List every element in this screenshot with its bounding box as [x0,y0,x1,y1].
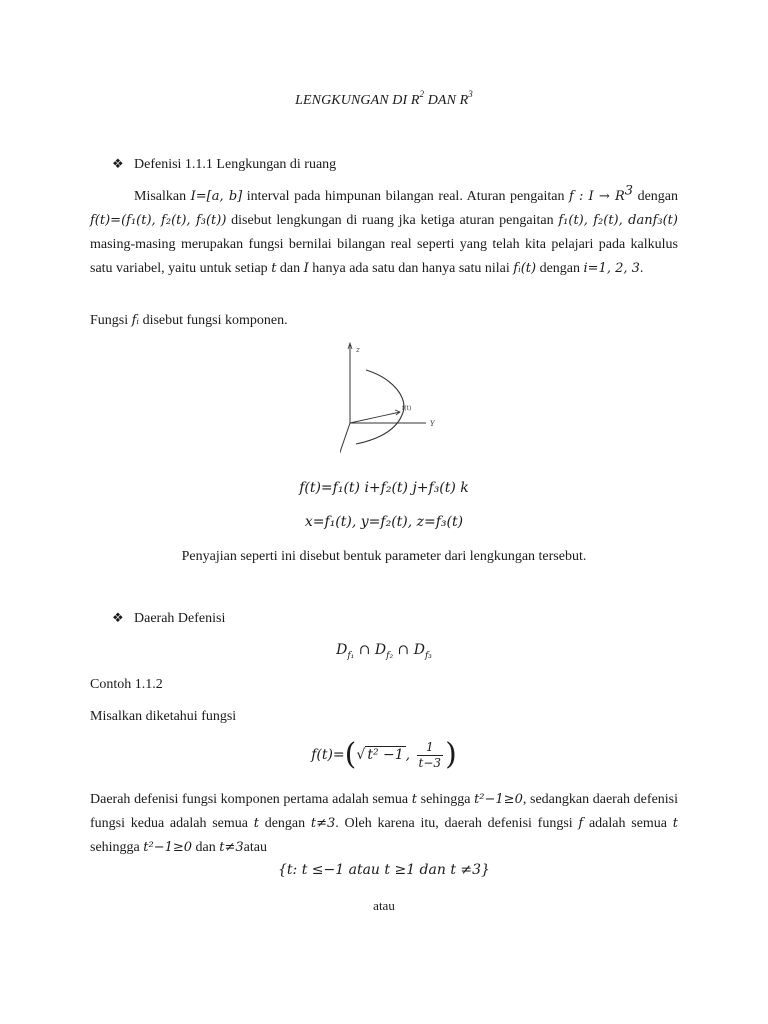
fraction-denominator: t−3 [418,755,442,770]
component-function-paragraph [90,309,678,333]
math-expression: t [253,816,259,831]
section-heading-text: Defenisi 1.1.1 Lengkungan di ruang [134,157,337,172]
title-text-mid: DAN R [424,93,469,108]
title-text: LENGKUNGAN DI R [295,93,420,108]
intersection-symbol: ∩ [358,642,371,658]
domain-intersection-equation [0,642,768,661]
domain-explanation-paragraph [90,788,678,860]
vector-equation: f(t)=f₁(t) i+f₂(t) j+f₃(t) k [299,480,469,496]
math-expression: t [411,792,417,807]
paragraph-text: adalah semua [583,816,673,831]
paragraph-text: hanya ada satu dan hanya satu nilai [308,261,514,276]
space-curve-diagram [340,340,440,468]
example-title: Contoh 1.1.2 [90,677,163,692]
math-expression: I=[a, b] [190,189,243,204]
paragraph-text: . Oleh karena itu, daerah defenisi fungsi [335,816,579,831]
math-expression: fᵢ [131,313,140,328]
math-expression: I [303,261,309,276]
example-intro: Misalkan diketahui fungsi [90,709,237,724]
sqrt-argument: t² −1 [367,747,404,763]
paragraph-text: dengan [536,261,584,276]
paragraph-text: dengan [258,816,311,831]
math-expression: t [672,816,678,831]
domain-set-equation: {t: t ≤−1 atau t ≥1 dan t ≠3} [278,862,490,878]
space-curve [356,370,404,444]
paragraph-text: masing-masing merupakan fungsi bernilai bilangan real seperti yang telah kita pelajari pada kalkulus satu variabel, yaitu untuk setiap [90,237,678,276]
right-paren: ) [445,737,457,772]
math-expression: fᵢ(t) [513,261,537,276]
paragraph-text: Daerah defenisi fungsi komponen pertama adalah semua [90,792,412,807]
paragraph-text: disebut lengkungan di ruang jka ketiga aturan pengaitan [226,213,559,228]
fraction-numerator: 1 [417,740,444,756]
paragraph-text: interval pada himpunan bilangan real. Aturan pengaitan [242,189,569,204]
domain-symbol: D [336,642,348,658]
title-superscript: 2 [419,89,425,100]
domain-symbol: D [374,642,387,658]
title-superscript-2: 3 [468,89,473,100]
parametric-caption: Penyajian seperti ini disebut bentuk parameter dari lengkungan tersebut. [181,549,587,564]
math-expression: t≠3 [310,816,336,831]
domain-subscript: f₁ [347,650,355,661]
example-function-equation: f(t)=(√ t² −1 , $\frac{1}{t-3}$ ) [311,737,457,772]
equation-comma: , [405,747,411,763]
section-heading-text: Daerah Defenisi [134,611,226,626]
math-expression: i=1, 2, 3 [583,261,640,276]
page-title [0,89,768,109]
math-expression: f [578,816,584,831]
math-expression: t≠3 [219,840,244,855]
paragraph-text: dengan [633,189,678,204]
z-axis-label: z [356,346,360,354]
math-expression: f₁(t), f₂(t), danf₃(t) [558,213,678,228]
fraction [417,740,444,771]
paragraph-text: dan [192,840,220,855]
curve-label: f(t) [402,405,412,412]
diamond-bullet-icon: ❖ [112,610,124,625]
math-superscript: 3 [624,183,634,199]
left-paren: ( [344,737,357,772]
section-heading-domain [112,610,225,627]
paragraph-text: dan [276,261,304,276]
paragraph-text: . [639,261,644,276]
equation-lhs: f(t)= [311,747,345,763]
parametric-equations: x=f₁(t), y=f₂(t), z=f₃(t) [304,514,464,530]
section-heading-definition [112,156,336,173]
definition-paragraph [90,185,678,281]
math-expression: t²−1≥0 [143,840,193,855]
x-axis [340,423,350,458]
paragraph-text: atau [243,840,267,855]
math-expression: f(t)=(f₁(t), f₂(t), f₃(t)) [90,213,227,228]
domain-subscript: f₂ [386,650,394,661]
math-expression: t [271,261,277,276]
y-axis-label: Y [430,420,435,428]
paragraph-text: , sedangkan daerah defenisi fungsi kedua adalah semua [90,792,679,831]
paragraph-text: Fungsi [90,313,132,328]
domain-symbol: D [413,642,425,658]
paragraph-text: sehingga [90,840,144,855]
atau-text: atau [373,898,395,913]
paragraph-text: sehingga [417,792,475,807]
paragraph-text: Misalkan [134,189,191,204]
position-vector [350,412,400,423]
math-expression: f : I → R [569,189,625,204]
diamond-bullet-icon: ❖ [112,156,124,171]
domain-subscript: f₃ [424,650,432,661]
math-expression: t²−1≥0 [474,792,523,807]
intersection-symbol: ∩ [397,642,410,658]
paragraph-text: disebut fungsi komponen. [139,313,288,328]
